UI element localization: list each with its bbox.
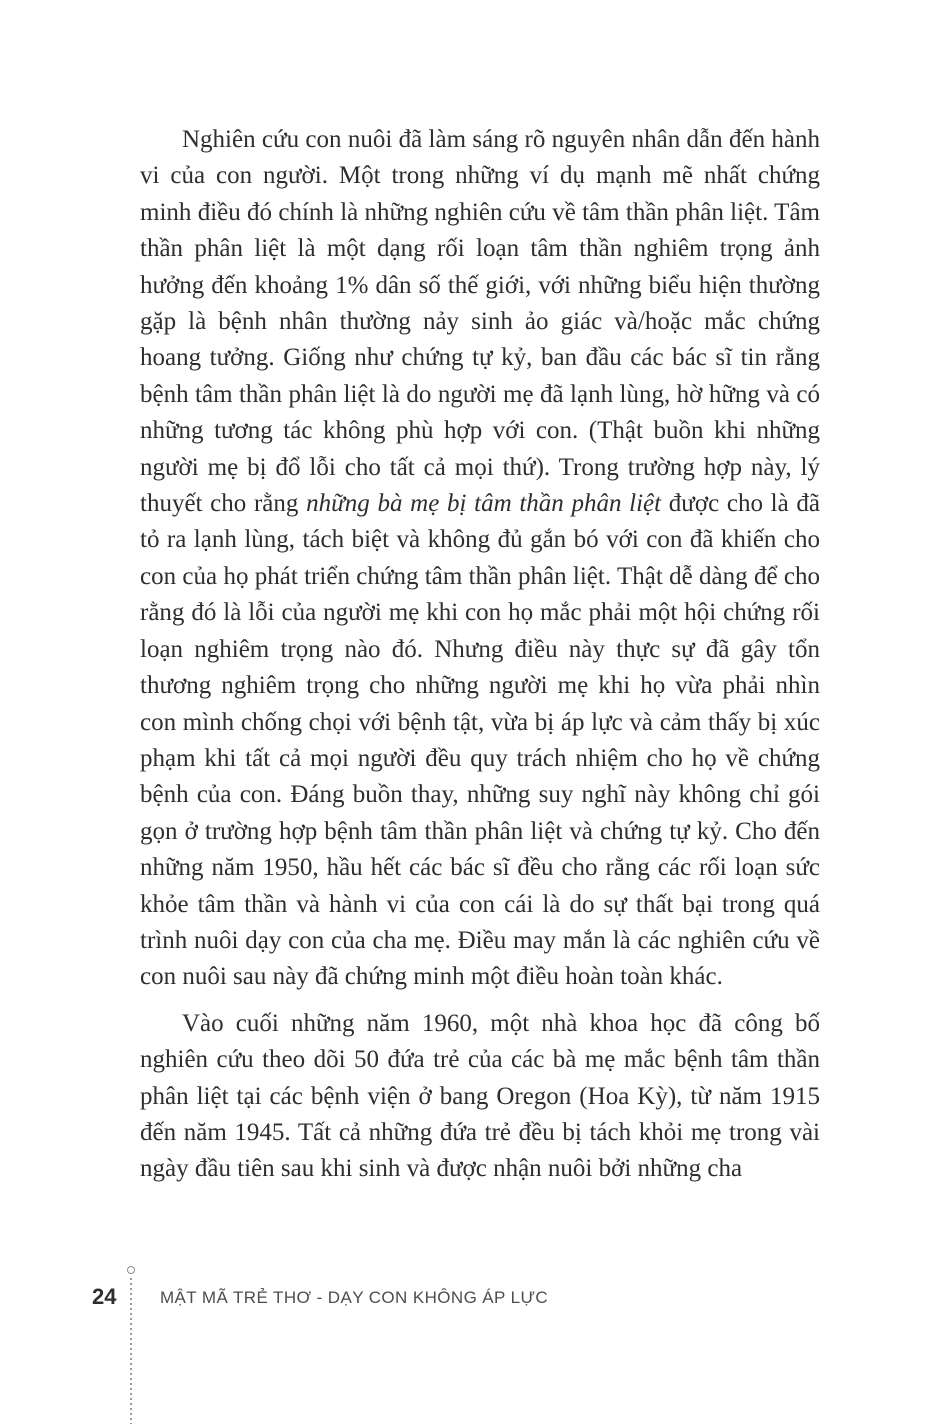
footer-divider-circle bbox=[127, 1266, 135, 1274]
paragraph-1-text-end: được cho là đã tỏ ra lạnh lùng, tách biệt và không đủ gắn bó với con đã khiến cho con của họ phát triển chứng tâm thần phân liệt. Thật dễ dàng để cho rằng đó là lỗi của người mẹ khi con họ mắc phải một hội chứng rối loạn nghiêm trọng nào đó. Nhưng điều này thực sự đã gây tổn thương nghiêm trọng cho những người mẹ khi họ vừa phải nhìn con mình chống chọi với bệnh tật, vừa bị áp lực và cảm thấy bị xúc phạm khi tất cả mọi người đều quy trách nhiệm cho họ về chứng bệnh của con. Đáng buồn thay, những suy nghĩ này không chỉ gói gọn ở trường hợp bệnh tâm thần phân liệt và chứng tự kỷ. Cho đến những năm 1950, hầu hết các bác sĩ đều cho rằng các rối loạn sức khỏe tâm thần và hành vi của con cái là do sự thất bại trong quá trình nuôi dạy con của cha mẹ. Điều may mắn là các nghiên cứu về con nuôi sau này đã chứng minh một điều hoàn toàn khác. bbox=[140, 490, 820, 991]
paragraph-1 bbox=[140, 122, 820, 996]
page-number: 24 bbox=[92, 1284, 117, 1309]
paragraph-1-italic-phrase: những bà mẹ bị tâm thần phân liệt bbox=[306, 490, 662, 518]
running-book-title: MẬT MÃ TRẺ THƠ - DẠY CON KHÔNG ÁP LỰC bbox=[160, 1288, 549, 1307]
paragraph-2: Vào cuối những năm 1960, một nhà khoa học đã công bố nghiên cứu theo dõi 50 đứa trẻ của các bà mẹ mắc bệnh tâm thần phân liệt tại các bệnh viện ở bang Oregon (Hoa Kỳ), từ năm 1915 đến năm 1945. Tất cả những đứa trẻ đều bị tách khỏi mẹ trong vài ngày đầu tiên sau khi sinh và được nhận nuôi bởi những cha bbox=[140, 1009, 820, 1183]
page-body-text bbox=[140, 122, 820, 1188]
paragraph-1-text-start: Nghiên cứu con nuôi đã làm sáng rõ nguyên nhân dẫn đến hành vi của con người. Một trong những ví dụ mạnh mẽ nhất chứng minh điều đó chính là những nghiên cứu về tâm thần phân liệt. Tâm thần phân liệt là một dạng rối loạn tâm thần nghiêm trọng ảnh hưởng đến khoảng 1% dân số thế giới, với những biểu hiện thường gặp là bệnh nhân thường nảy sinh ảo giác và/hoặc mắc chứng hoang tưởng. Giống như chứng tự kỷ, ban đầu các bác sĩ tin rằng bệnh tâm thần phân liệt là do người mẹ đã lạnh lùng, hờ hững và có những tương tác không phù hợp với con. (Thật buồn khi những người mẹ bị đổ lỗi cho tất cả mọi thứ). Trong trường hợp này, lý thuyết cho rằng bbox=[140, 126, 820, 518]
footer-divider-dotted-line bbox=[130, 1278, 132, 1424]
